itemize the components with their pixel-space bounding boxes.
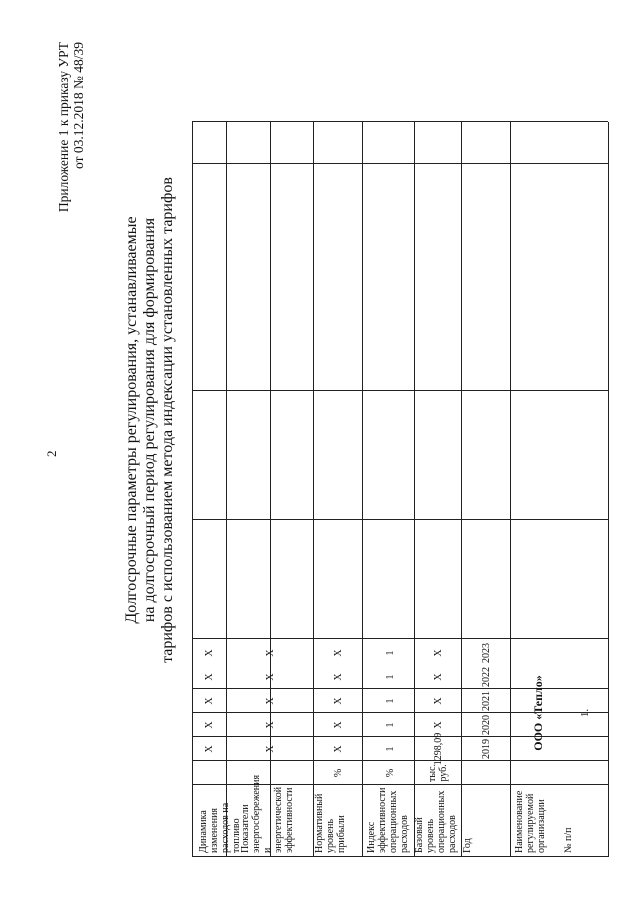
header-number: № п/п [563, 827, 574, 853]
cell-profit: Х [333, 649, 344, 657]
header-year: Год [462, 838, 473, 853]
title-line-3: тарифов с использованием метода индексации установленных тарифов [159, 177, 176, 663]
cell-profit: Х [333, 721, 344, 729]
title-line-2: на долгосрочный период регулирования для формирования [141, 217, 158, 623]
title-line-1: Долгосрочные параметры регулирования, устанавливаемые [123, 216, 140, 624]
cell-index: 1 [384, 698, 396, 704]
cell-base: 1298,09 [432, 732, 444, 766]
header-energy: Показатели энергосбережения и энергетической эффективности [240, 774, 295, 853]
cell-profit: Х [333, 673, 344, 681]
cell-energy: Х [264, 697, 276, 705]
row-number: 1. [579, 708, 591, 718]
unit-base: тыс. руб. [427, 763, 449, 783]
cell-profit: Х [333, 745, 344, 753]
organization-name: ООО «Тепло» [530, 675, 545, 751]
appendix-note [56, 42, 86, 212]
cell-index: 1 [384, 722, 396, 728]
header-profit: Нормативный уровень прибыли [314, 793, 347, 853]
cell-fuel: Х [203, 721, 215, 729]
cell-base: Х [432, 697, 444, 705]
cell-energy: Х [264, 673, 276, 681]
document-title [123, 115, 177, 725]
cell-energy: Х [264, 721, 276, 729]
cell-base: Х [432, 721, 444, 729]
header-fuel: Динамика изменения расходов на топливо [198, 802, 242, 853]
cell-year: 2023 [480, 643, 492, 663]
header-base: Базовый уровень операционных расходов [414, 790, 458, 853]
unit-profit: % [333, 768, 344, 778]
page-number: 2 [44, 450, 59, 457]
cell-index: 1 [384, 650, 396, 656]
header-organization: Наименование регулируемой организации [514, 790, 547, 853]
unit-index: % [384, 768, 396, 778]
header-index: Индекс эффективности операционных расходов [366, 787, 410, 853]
cell-energy: Х [264, 745, 276, 753]
cell-base: Х [432, 649, 444, 657]
cell-base: Х [432, 673, 444, 681]
appendix-line-1: Приложение 1 к приказу УРТ [56, 42, 71, 213]
cell-fuel: Х [203, 745, 215, 753]
cell-fuel: Х [203, 673, 215, 681]
cell-fuel: Х [203, 649, 215, 657]
cell-year: 2020 [480, 715, 492, 735]
cell-year: 2021 [480, 691, 492, 711]
cell-energy: Х [264, 649, 276, 657]
cell-index: 1 [384, 674, 396, 680]
cell-profit: Х [333, 697, 344, 705]
cell-year: 2022 [480, 667, 492, 687]
cell-index: 1 [384, 746, 396, 752]
cell-fuel: Х [203, 697, 215, 705]
appendix-line-2: от 03.12.2018 № 48/39 [71, 42, 86, 169]
cell-year: 2019 [480, 739, 492, 759]
